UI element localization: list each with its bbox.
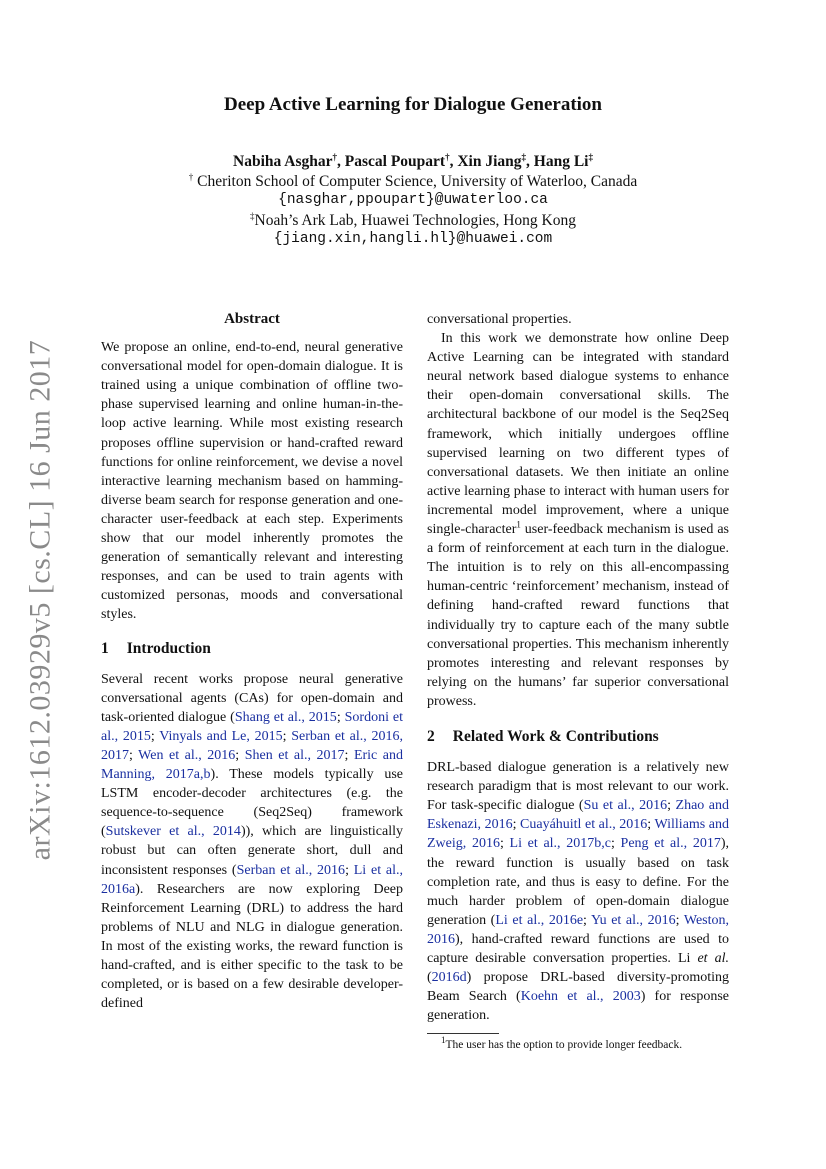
footnote-mark: 1: [441, 1035, 446, 1046]
text-run: ;: [282, 728, 292, 744]
abstract-heading: Abstract: [224, 311, 280, 327]
text-run: DRL-based dialogue generation is a relatively new research paradigm that is most relevant to our work. For task-specific dialogue (: [427, 760, 729, 814]
text-run: ;: [667, 798, 676, 814]
text-run: ;: [150, 728, 160, 744]
text-run: Several recent works propose neural generative conversational agents (CAs) for open-domain and task-oriented dialogue (: [101, 671, 403, 725]
affiliation-waterloo: [0, 172, 826, 192]
citation-link[interactable]: Li et al., 2017b,c: [509, 836, 611, 852]
citation-link[interactable]: Su et al., 2016: [583, 798, 668, 814]
arxiv-identifier-stamp: [18, 340, 62, 860]
section-title: Related Work & Contributions: [452, 727, 659, 745]
citation-link[interactable]: Eric and Manning, 2017a,b: [101, 747, 403, 783]
citation-link[interactable]: Williams and Zweig, 2016: [427, 817, 730, 852]
text-run: ;: [235, 747, 245, 763]
affiliation-text: Noah’s Ark Lab, Huawei Technologies, Hong Kong: [254, 211, 576, 229]
citation-link[interactable]: Serban et al., 2016, 2017: [101, 728, 404, 763]
citation-link[interactable]: Sutskever et al., 2014: [105, 824, 241, 840]
section-title: Introduction: [126, 639, 211, 657]
text-run: ;: [129, 747, 139, 763]
text-run: user-feedback mechanism is used as a form of reinforcement at each turn in the dialogue. The intuition is to rely on this all-encompassing human-centric ‘reinforcement’ mechanism, instead of defining hand-crafted reward functions that individually try to capture each of the many subtle conversational properties. This mechanism inherently promotes interesting and relevant responses by relying on the humans’ far superior conversational prowess.: [427, 522, 729, 709]
footnote: [427, 1035, 729, 1052]
arxiv-identifier-text: arXiv:1612.03929v5 [cs.CL] 16 Jun 2017: [23, 339, 56, 861]
citation-link[interactable]: Li et al., 2016a: [101, 862, 403, 897]
email-huawei: {jiang.xin,hangli.hl}@huawei.com: [273, 231, 553, 247]
citation-link[interactable]: Zhao and Eskenazi, 2016: [427, 798, 730, 833]
text-run: ;: [675, 912, 684, 928]
text-run: et al.: [697, 951, 729, 966]
text-run: ) propose DRL-based diversity-promoting Beam Search (: [427, 970, 729, 1005]
text-run: ), the reward function is usually based on task completion rate, and thus is easy to define. For the much harder problem of open-domain dialogue generation (: [427, 836, 729, 928]
section-1-heading: [101, 639, 403, 658]
paper-title: Deep Active Learning for Dialogue Generation: [223, 94, 602, 115]
author-name: Pascal Poupart: [344, 153, 446, 170]
right-column: [427, 310, 729, 1052]
affiliation-mark: ‡: [250, 210, 255, 221]
citation-link[interactable]: Shang et al., 2015: [234, 709, 337, 725]
affiliation-text: Cheriton School of Computer Science, University of Waterloo, Canada: [193, 172, 638, 190]
citation-link[interactable]: Vinyals and Le, 2015: [159, 728, 283, 744]
citation-link[interactable]: Peng et al., 2017: [620, 836, 721, 852]
affiliation-mark: †: [188, 171, 194, 182]
author-names: Nabiha Asghar†, Pascal Poupart†, Xin Jiang‡, Hang Li‡: [233, 151, 593, 170]
text-run: ;: [336, 709, 345, 725]
text-run: ;: [647, 817, 655, 833]
author-block: [0, 152, 826, 250]
section-number: 1: [101, 639, 109, 657]
footnote-text: The user has the option to provide longer feedback.: [445, 1039, 683, 1052]
continuation-text: conversational properties.: [427, 312, 572, 327]
email-waterloo: {nasghar,ppoupart}@uwaterloo.ca: [278, 192, 548, 208]
citation-link[interactable]: Sordoni et al., 2015: [101, 709, 404, 744]
section-number: 2: [427, 727, 435, 745]
text-run: In this work we demonstrate how online Deep Active Learning can be integrated with standard neural network based dialogue systems to enhance their open-domain conversational skills. The architectural backbone of our model is the Seq2Seq framework, which initially undergoes offline supervised learning on two different types of conversational datasets. We then initiate an online active learning phase to interact with human users for incremental model improvement, where a unique single-character: [427, 331, 729, 538]
text-run: ;: [344, 747, 354, 763]
author-name: Hang Li: [533, 153, 589, 170]
citation-link[interactable]: Cuayáhuitl et al., 2016: [520, 817, 648, 833]
author-mark: ‡: [521, 151, 527, 162]
text-run: ;: [345, 862, 354, 878]
text-run: ) for response generation.: [427, 989, 729, 1024]
footnote-rule: [427, 1033, 499, 1034]
introduction-paragraph: [101, 670, 403, 1014]
section-2-heading: [427, 727, 729, 746]
abstract-text: We propose an online, end-to-end, neural generative conversational model for open-domain dialogue. It is trained using a unique combination of offline two-phase supervised learning and online human-in-the-loop active learning. While most existing research proposes offline supervision or hand-crafted reward functions for online reinforcement, we devise a novel interactive learning mechanism based on hamming-diverse beam search for response generation and one-character user-feedback at each step. Experiments show that our model inherently promotes the generation of semantically relevant and interesting responses, and can be used to train agents with customized personas, moods and conversational styles.: [101, 340, 403, 623]
left-column: [101, 310, 403, 1013]
text-run: ;: [610, 836, 621, 852]
citation-link[interactable]: Koehn et al., 2003: [520, 989, 641, 1005]
citation-link[interactable]: Shen et al., 2017: [244, 747, 345, 763]
citation-link[interactable]: 2016d: [431, 970, 467, 986]
text-run: ). Researchers are now exploring Deep Reinforcement Learning (DRL) to address the hard problems of NLU and NLG in dialogue generation. In most of the existing works, the reward function is hand-crafted, and is either specific to the task to be completed, or is based on a few desirable developer-defined: [101, 881, 403, 1012]
citation-link[interactable]: Serban et al., 2016: [236, 862, 346, 878]
text-run: ), hand-crafted reward functions are used to capture desirable conversation properties. Li: [427, 931, 729, 966]
text-run: ;: [583, 912, 592, 928]
text-run: ;: [512, 817, 521, 833]
contribution-paragraph: [427, 329, 729, 711]
text-run: (: [427, 970, 432, 986]
text-run: ;: [499, 836, 510, 852]
author-mark: †: [332, 151, 338, 162]
author-name: Nabiha Asghar: [233, 153, 333, 170]
author-name: Xin Jiang: [457, 153, 522, 170]
footnote-reference: 1: [516, 519, 521, 530]
affiliation-huawei: [0, 211, 826, 231]
text-run: ). These models typically use LSTM encoder-decoder architectures (e.g. the sequence-to-sequence (Seq2Seq) framework (: [101, 767, 403, 840]
citation-link[interactable]: Wen et al., 2016: [138, 747, 236, 763]
author-mark: †: [445, 151, 450, 162]
citation-link[interactable]: Yu et al., 2016: [591, 912, 676, 928]
citation-link[interactable]: Li et al., 2016e: [495, 912, 584, 928]
text-run: )), which are linguistically robust but can often generate short, dull and inconsistent responses (: [101, 824, 404, 878]
related-work-paragraph: [427, 758, 729, 1025]
citation-link[interactable]: Weston, 2016: [427, 912, 730, 947]
author-mark: ‡: [588, 151, 593, 162]
